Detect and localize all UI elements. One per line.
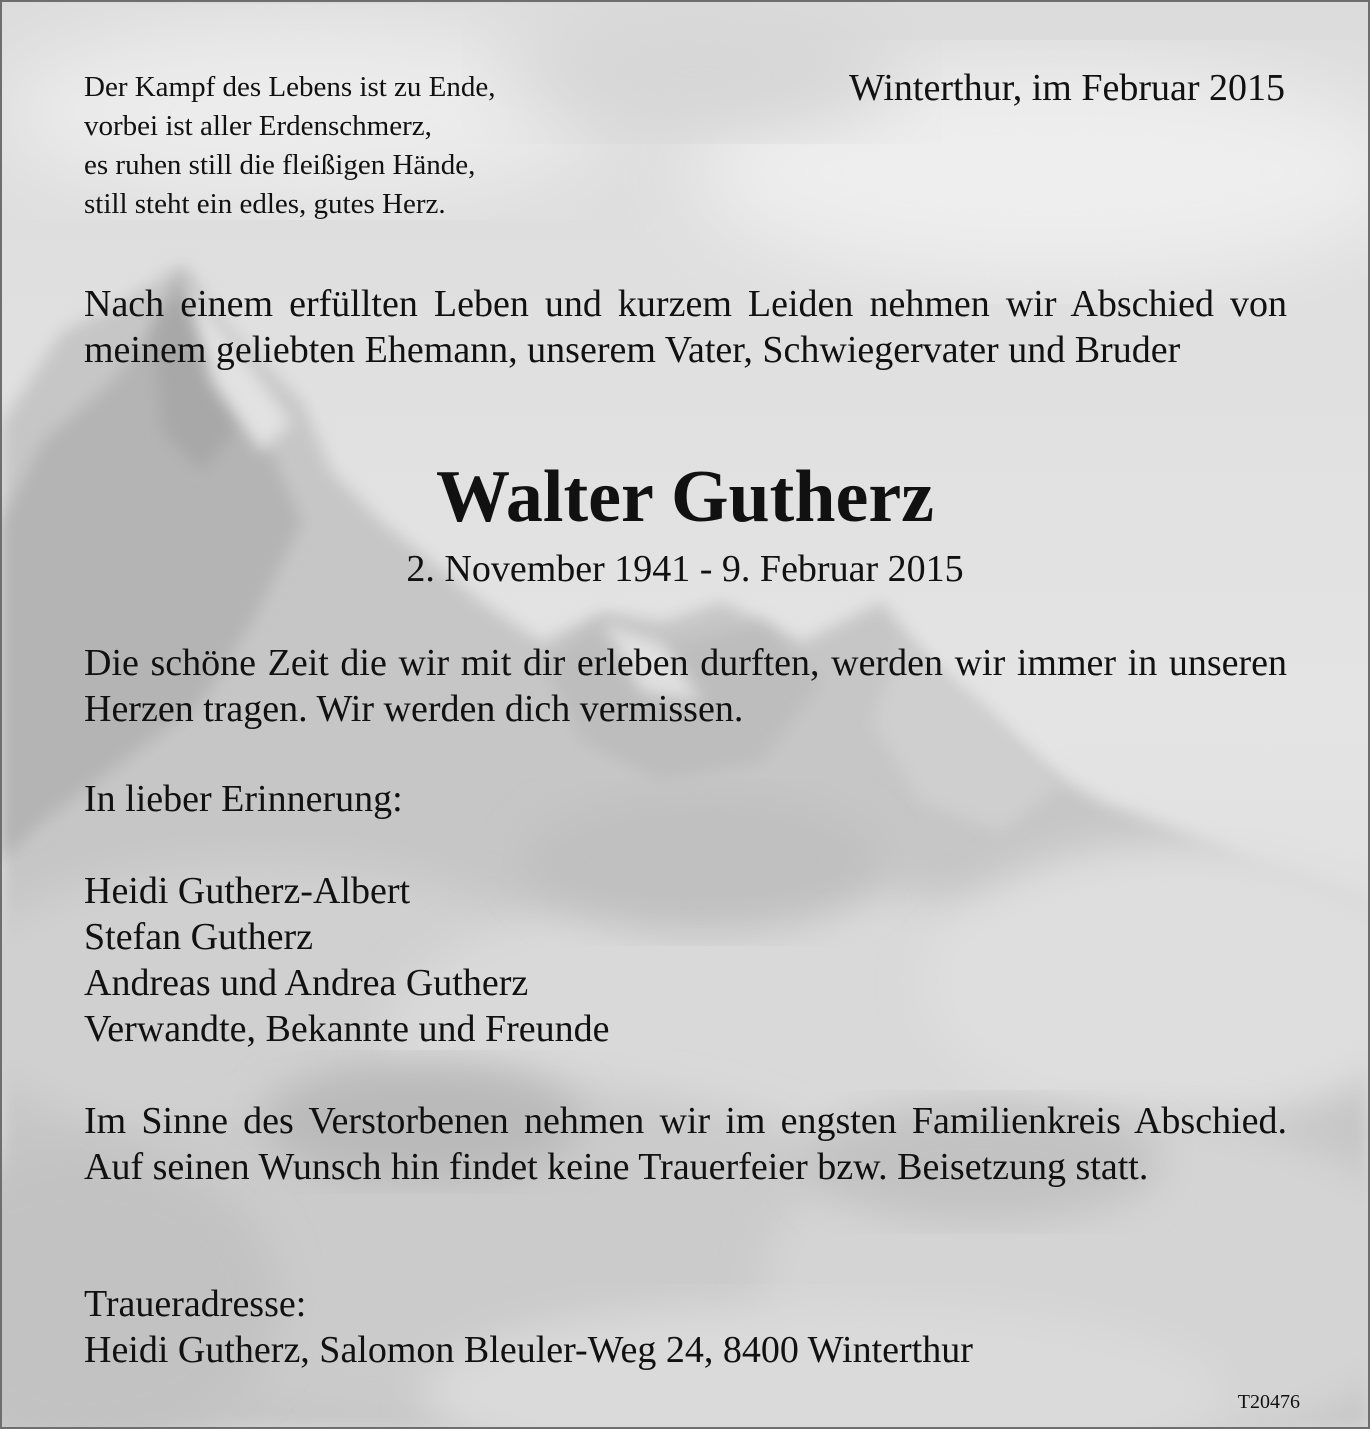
address-label: Traueradresse: (84, 1283, 307, 1325)
farewell-paragraph: Die schöne Zeit die wir mit dir erleben durften, werden wir immer in unseren Herzen tragen. Wir werden dich vermissen. (84, 642, 1287, 730)
poem-line: vorbei ist aller Erdenschmerz, (84, 110, 432, 142)
mourner-name: Andreas und Andrea Gutherz (84, 962, 529, 1004)
mourner-name: Heidi Gutherz-Albert (84, 870, 411, 912)
poem-line: es ruhen still die fleißigen Hände, (84, 149, 476, 181)
deceased-name: Walter Gutherz (435, 456, 935, 538)
arrangements-paragraph: Im Sinne des Verstorbenen nehmen wir im engsten Familienkreis Abschied. Auf seinen Wunsch hin findet keine Trauerfeier bzw. Beisetzung statt. (84, 1100, 1287, 1188)
mourner-name: Stefan Gutherz (84, 916, 313, 958)
intro-paragraph: Nach einem erfüllten Leben und kurzem Leiden nehmen wir Abschied von meinem geliebten Ehemann, unserem Vater, Schwiegervater und Bruder (84, 283, 1287, 371)
mourners-list (84, 868, 1287, 1052)
poem-line: still steht ein edles, gutes Herz. (84, 188, 446, 220)
poem-line: Der Kampf des Lebens ist zu Ende, (84, 71, 496, 103)
address-value: Heidi Gutherz, Salomon Bleuler-Weg 24, 8400 Winterthur (84, 1329, 973, 1371)
place-date: Winterthur, im Februar 2015 (849, 67, 1285, 109)
mourning-address (84, 1281, 1287, 1373)
poem (84, 68, 496, 224)
mourner-name: Verwandte, Bekannte und Freunde (84, 1008, 610, 1050)
memory-heading: In lieber Erinnerung: (84, 778, 403, 820)
life-dates: 2. November 1941 - 9. Februar 2015 (406, 548, 964, 590)
reference-code: T20476 (1237, 1391, 1300, 1413)
